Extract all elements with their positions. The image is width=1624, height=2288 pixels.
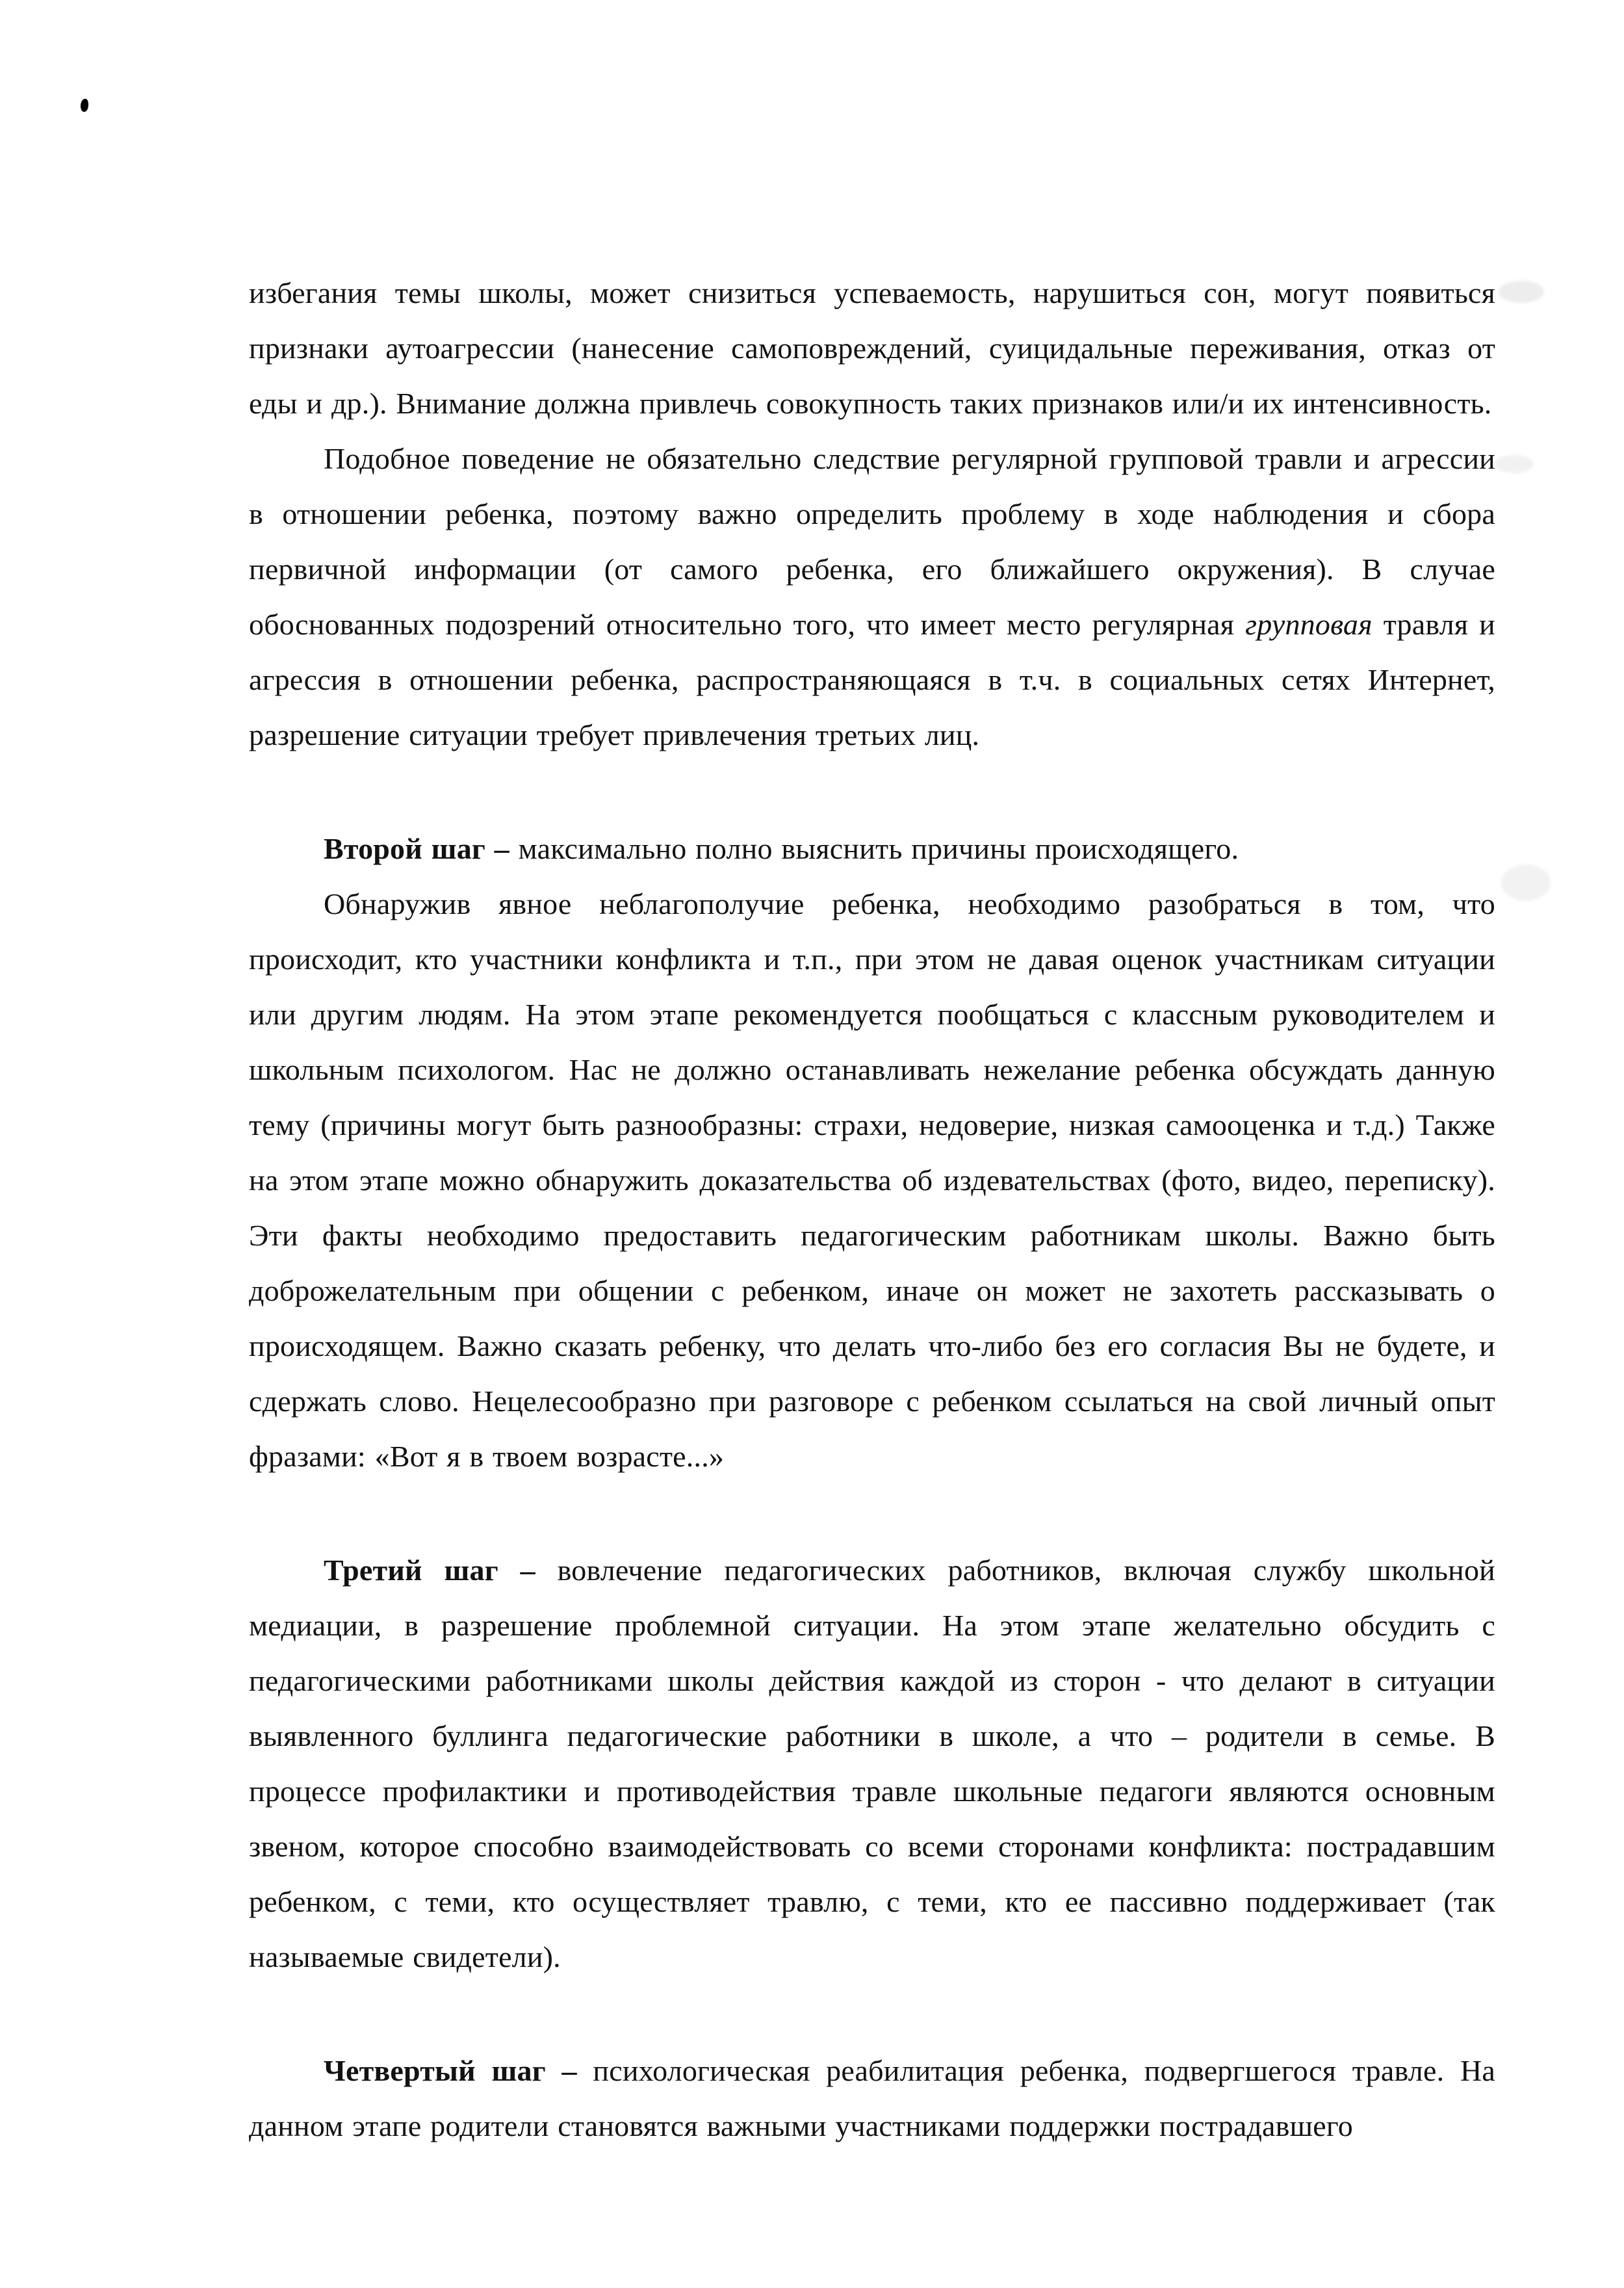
text-run: максимально полно выяснить причины происходящего. <box>509 832 1239 865</box>
paragraph <box>249 265 1495 431</box>
scan-smudge-artifact <box>1501 864 1551 901</box>
text-run-bold: Четвертый шаг – <box>324 2054 577 2087</box>
paragraph <box>249 431 1495 762</box>
text-run: избегания темы школы, может снизиться успеваемость, нарушиться сон, могут появиться признаки аутоагрессии (нанесение самоповреждений, суицидальные переживания, отказ от еды и др.). Внимание должна привлечь совокупность таких признаков или/и их интенсивность. <box>249 276 1495 420</box>
paragraph <box>249 1542 1495 1984</box>
text-run-bold: Второй шаг – <box>324 832 509 865</box>
scan-smudge-artifact <box>1499 281 1544 303</box>
text-run: травля и агрессия в отношении ребенка, распространяющаяся в т.ч. в социальных сетях Интернет, разрешение ситуации требует привлечения третьих лиц. <box>249 608 1495 751</box>
text-run: Подобное поведение не обязательно следствие регулярной групповой травли и агрессии в отношении ребенка, поэтому важно определить проблему в ходе наблюдения и сбора первичной информации (от самого ребенка, его ближайшего окружения). В случае обоснованных подозрений относительно того, что имеет место регулярная <box>249 442 1495 641</box>
scan-speck-artifact <box>81 99 88 112</box>
text-run: вовлечение педагогических работников, включая службу школьной медиации, в разрешение проблемной ситуации. На этом этапе желательно обсудить с педагогическими работниками школы действия каждой из сторон - что делают в ситуации выявленного буллинга педагогические работники в школе, а что – родители в семье. В процессе профилактики и противодействия травле школьные педагоги являются основным звеном, которое способно взаимодействовать со всеми сторонами конфликта: пострадавшим ребенком, с теми, кто осуществляет травлю, с теми, кто ее пассивно поддерживает (так называемые свидетели). <box>249 1554 1495 1973</box>
paragraph <box>249 876 1495 1484</box>
paragraph <box>249 821 1495 876</box>
text-run-italic: групповая <box>1245 608 1373 641</box>
text-run: психологическая реабилитация ребенка, подвергшегося травле. На данном этапе родители становятся важными участниками поддержки пострадавшего <box>249 2054 1495 2142</box>
scan-smudge-artifact <box>1495 455 1534 473</box>
text-run-bold: Третий шаг – <box>324 1554 535 1587</box>
document-text <box>249 265 1495 2153</box>
text-run: Обнаружив явное неблагополучие ребенка, необходимо разобраться в том, что происходит, кто участники конфликта и т.п., при этом не давая оценок участникам ситуации или другим людям. На этом этапе рекомендуется пообщаться с классным руководителем и школьным психологом. Нас не должно останавливать нежелание ребенка обсуждать данную тему (причины могут быть разнообразны: страхи, недоверие, низкая самооценка и т.д.) Также на этом этапе можно обнаружить доказательства об издевательствах (фото, видео, переписку). Эти факты необходимо предоставить педагогическим работникам школы. Важно быть доброжелательным при общении с ребенком, иначе он может не захотеть рассказывать о происходящем. Важно сказать ребенку, что делать что-либо без его согласия Вы не будете, и сдержать слово. Нецелесообразно при разговоре с ребенком ссылаться на свой личный опыт фразами: «Вот я в твоем возрасте...» <box>249 887 1495 1473</box>
paragraph <box>249 2043 1495 2153</box>
